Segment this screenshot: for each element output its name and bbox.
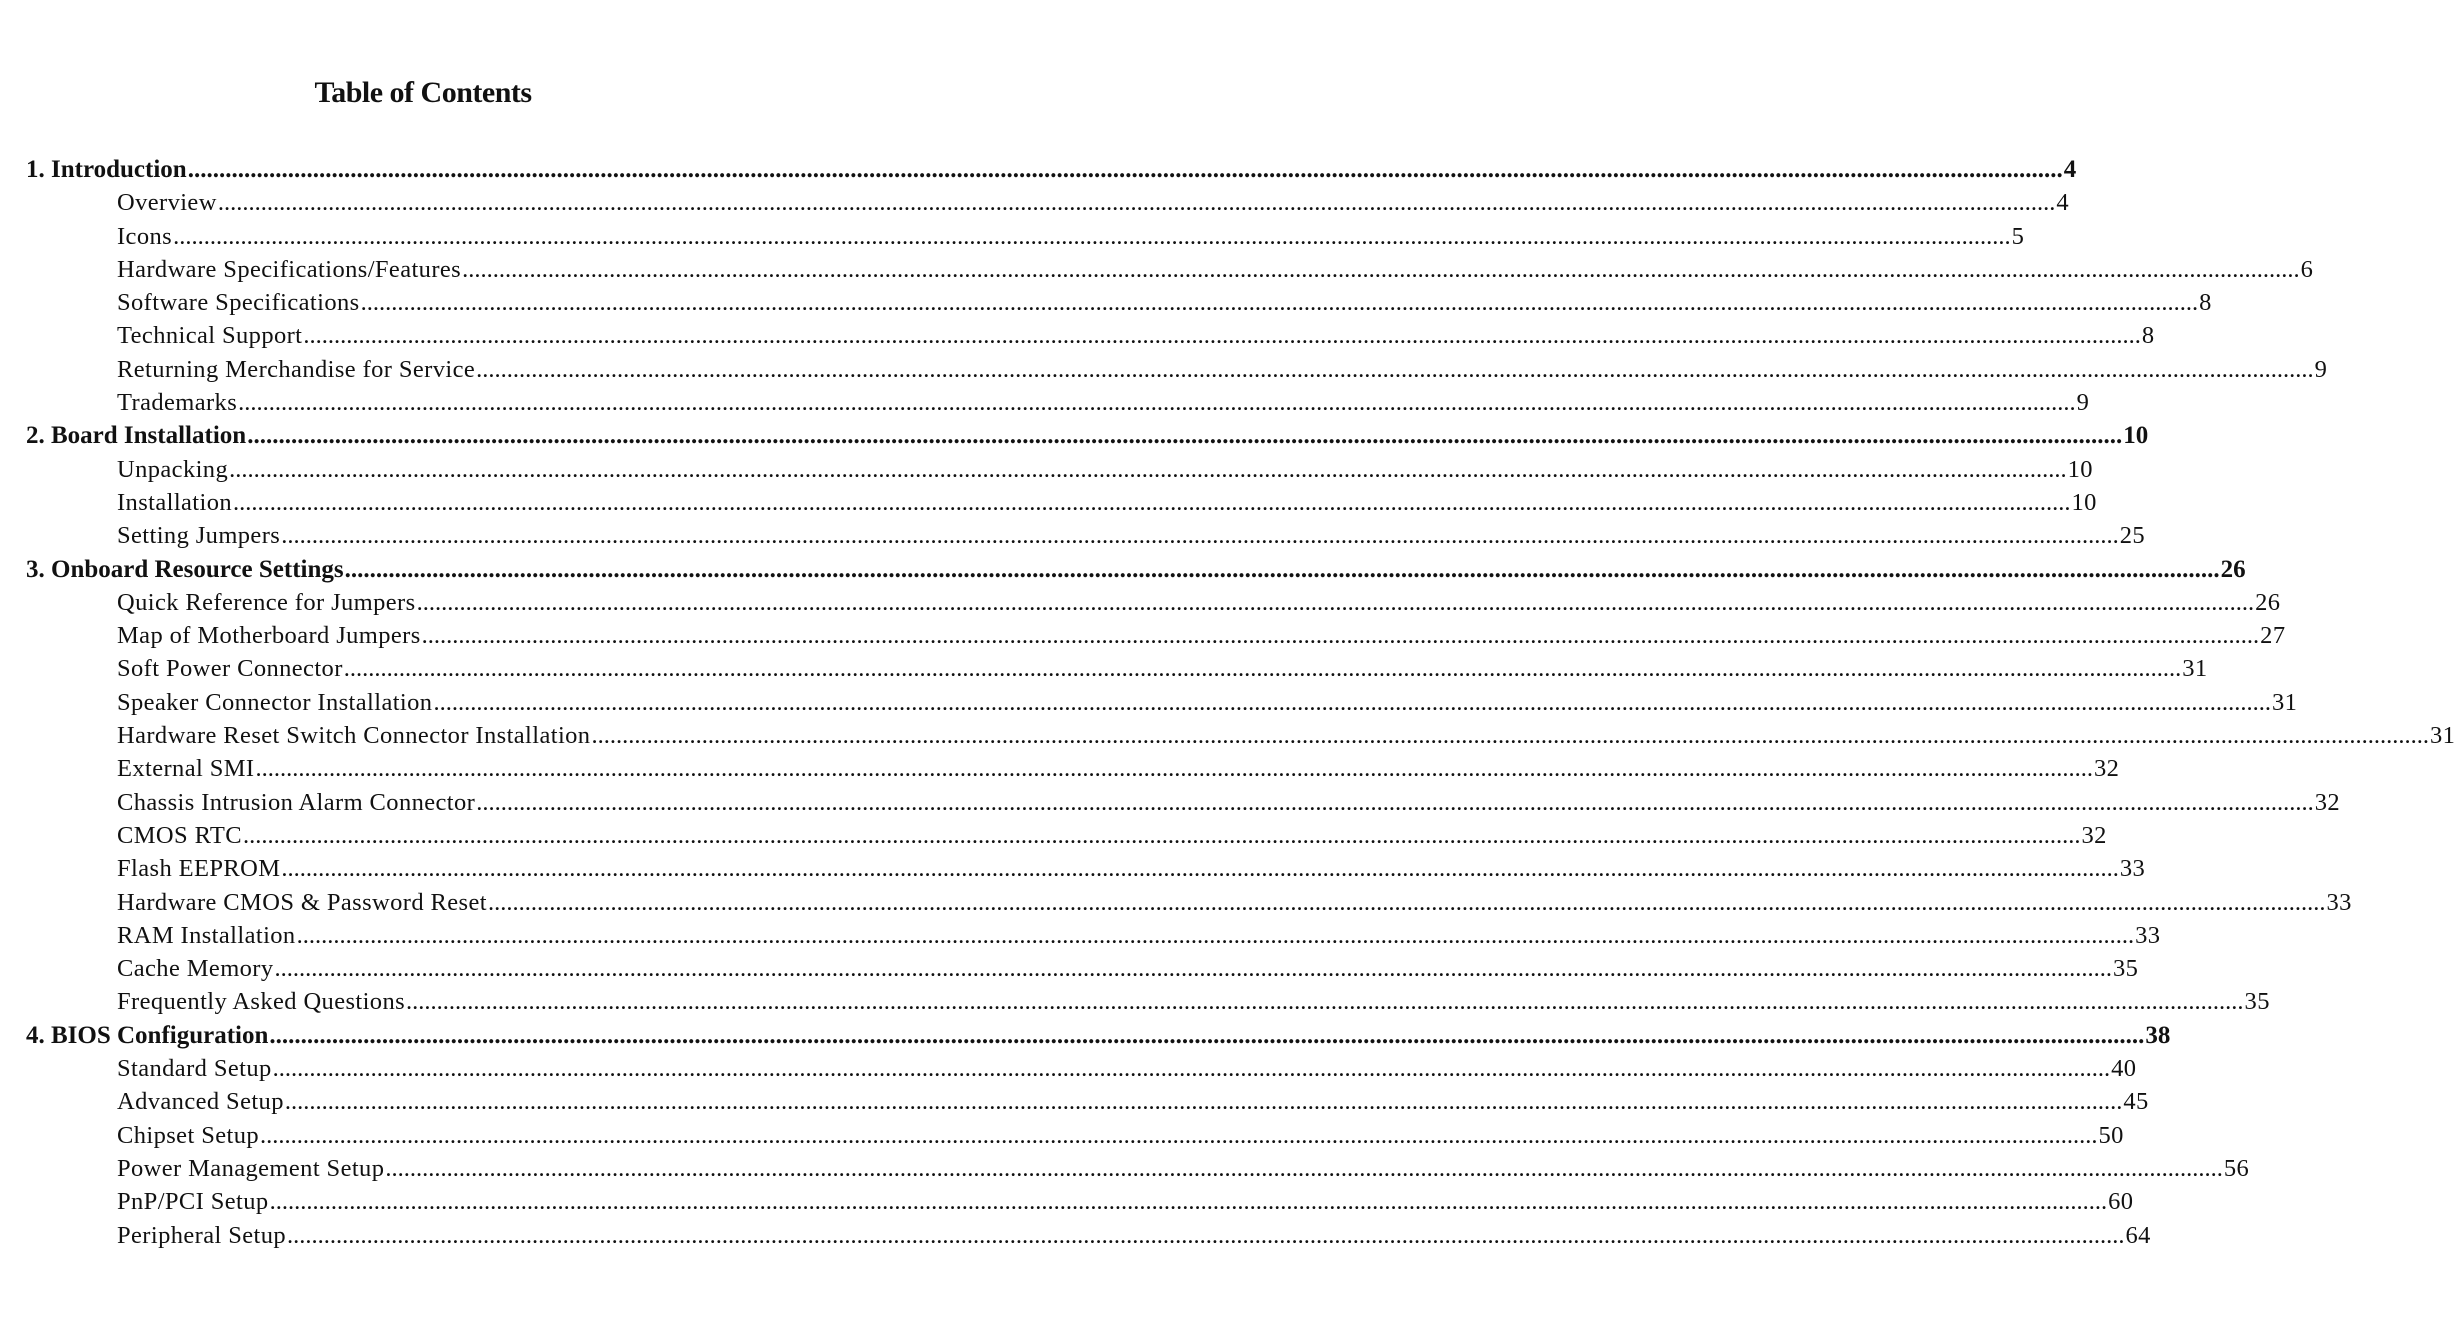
chapter-title: 2. Board Installation <box>26 422 247 450</box>
entry-title: Hardware Specifications/Features <box>117 255 462 283</box>
page-number: 5 <box>2011 222 2025 250</box>
page-number: 10 <box>2123 422 2149 450</box>
toc-entry[interactable] <box>0 253 2314 286</box>
page-number: 35 <box>2244 988 2270 1016</box>
dot-leader: ............................................................................................................................................................................................................................................................................................................ <box>385 1154 2223 1182</box>
toc-chapter-3[interactable] <box>0 553 2246 586</box>
entry-title: Advanced Setup <box>117 1088 284 1116</box>
entry-title: CMOS RTC <box>117 821 242 849</box>
dot-leader: ............................................................................................................................................................................................................................................................................................................ <box>476 788 2314 816</box>
entry-title: Quick Reference for Jumpers <box>117 588 416 616</box>
dot-leader: ............................................................................................................................................................................................................................................................................................................ <box>476 355 2314 383</box>
page-number: 33 <box>2326 888 2352 916</box>
toc-entry[interactable] <box>0 652 2208 685</box>
dot-leader: ............................................................................................................................................................................................................................................................................................................ <box>187 156 2063 183</box>
toc-entry[interactable] <box>0 1119 2124 1152</box>
dot-leader: ............................................................................................................................................................................................................................................................................................................ <box>421 622 2260 650</box>
page-number: 8 <box>2199 289 2212 317</box>
entry-title: Returning Merchandise for Service <box>117 355 476 383</box>
dot-leader: ............................................................................................................................................................................................................................................................................................................ <box>255 755 2093 783</box>
dot-leader: ............................................................................................................................................................................................................................................................................................................ <box>462 255 2300 283</box>
toc-entry[interactable] <box>0 186 2069 219</box>
dot-leader: ............................................................................................................................................................................................................................................................................................................ <box>272 1055 2111 1083</box>
page-number: 32 <box>2093 755 2120 783</box>
page-number: 32 <box>2081 821 2107 849</box>
entry-title: Installation <box>117 488 233 516</box>
dot-leader: ............................................................................................................................................................................................................................................................................................................ <box>274 955 2113 983</box>
entry-title: Cache Memory <box>117 955 274 983</box>
page-number: 10 <box>2067 455 2093 483</box>
toc-entry[interactable] <box>0 319 2155 352</box>
dot-leader: ............................................................................................................................................................................................................................................................................................................ <box>344 555 2220 583</box>
entry-title: Software Specifications <box>117 289 360 317</box>
entry-title: Trademarks <box>117 389 238 417</box>
dot-leader: ............................................................................................................................................................................................................................................................................................................ <box>229 455 2067 483</box>
page-number: 4 <box>2063 156 2077 183</box>
toc-chapter-2[interactable] <box>0 419 2149 452</box>
toc-entry[interactable] <box>0 486 2097 519</box>
page-number: 4 <box>2056 189 2069 217</box>
toc-entry[interactable] <box>0 886 2352 919</box>
page-number: 31 <box>2429 722 2455 750</box>
toc-entry[interactable] <box>0 786 2341 819</box>
toc-chapter-4[interactable] <box>0 1019 2171 1052</box>
dot-leader: ............................................................................................................................................................................................................................................................................................................ <box>242 821 2081 849</box>
toc-entry[interactable] <box>0 985 2270 1018</box>
toc-entry[interactable] <box>0 686 2298 719</box>
page-number: 10 <box>2071 488 2097 516</box>
dot-leader: ............................................................................................................................................................................................................................................................................................................ <box>303 322 2141 350</box>
page-number: 31 <box>2182 655 2208 683</box>
toc-entry[interactable] <box>0 1219 2151 1252</box>
page-number: 25 <box>2119 522 2146 550</box>
dot-leader: ............................................................................................................................................................................................................................................................................................................ <box>287 1221 2125 1249</box>
dot-leader: ............................................................................................................................................................................................................................................................................................................ <box>269 1188 2108 1216</box>
toc-entry[interactable] <box>0 586 2281 619</box>
dot-leader: ............................................................................................................................................................................................................................................................................................................ <box>238 389 2076 417</box>
chapter-title: 4. BIOS Configuration <box>26 1021 269 1049</box>
entry-title: Map of Motherboard Jumpers <box>117 622 421 650</box>
dot-leader: ............................................................................................................................................................................................................................................................................................................ <box>433 688 2271 716</box>
entry-title: Peripheral Setup <box>117 1221 287 1249</box>
entry-title: Soft Power Connector <box>117 655 343 683</box>
page-number: 33 <box>2119 855 2146 883</box>
toc-entry[interactable] <box>0 286 2212 319</box>
entry-title: Setting Jumpers <box>117 522 281 550</box>
toc-entry[interactable] <box>0 952 2139 985</box>
toc-entry[interactable] <box>0 819 2107 852</box>
toc-entry[interactable] <box>0 453 2093 486</box>
toc-entry[interactable] <box>0 353 2328 386</box>
chapter-title: 3. Onboard Resource Settings <box>26 555 344 583</box>
dot-leader: ............................................................................................................................................................................................................................................................................................................ <box>281 855 2119 883</box>
toc-entry[interactable] <box>0 1185 2134 1218</box>
toc-entry[interactable] <box>0 719 2455 752</box>
toc-entry[interactable] <box>0 919 2161 952</box>
toc-entry[interactable] <box>0 619 2286 652</box>
entry-title: RAM Installation <box>117 921 296 949</box>
dot-leader: ............................................................................................................................................................................................................................................................................................................ <box>591 722 2429 750</box>
dot-leader: ............................................................................................................................................................................................................................................................................................................ <box>296 921 2135 949</box>
entry-title: Standard Setup <box>117 1055 272 1083</box>
page-number: 9 <box>2314 355 2328 383</box>
dot-leader: ............................................................................................................................................................................................................................................................................................................ <box>416 588 2255 616</box>
entry-title: Chipset Setup <box>117 1121 259 1149</box>
entry-title: Hardware Reset Switch Connector Installation <box>117 722 591 750</box>
toc-entry[interactable] <box>0 1052 2137 1085</box>
entry-title: Technical Support <box>117 322 303 350</box>
toc-entry[interactable] <box>0 220 2025 253</box>
entry-title: Unpacking <box>117 455 229 483</box>
toc-entry[interactable] <box>0 1085 2149 1118</box>
page-number: 26 <box>2220 555 2246 583</box>
dot-leader: ............................................................................................................................................................................................................................................................................................................ <box>247 422 2123 450</box>
toc-entry[interactable] <box>0 852 2146 885</box>
page-number: 50 <box>2098 1121 2124 1149</box>
page-number: 9 <box>2076 389 2090 417</box>
table-of-contents <box>0 153 2455 1252</box>
page-number: 64 <box>2125 1221 2151 1249</box>
page-title: Table of Contents <box>314 76 532 109</box>
chapter-title: 1. Introduction <box>26 156 187 183</box>
dot-leader: ............................................................................................................................................................................................................................................................................................................ <box>233 488 2071 516</box>
dot-leader: ............................................................................................................................................................................................................................................................................................................ <box>487 888 2326 916</box>
entry-title: Hardware CMOS & Password Reset <box>117 888 487 916</box>
toc-entry[interactable] <box>0 386 2090 419</box>
page-number: 40 <box>2111 1055 2137 1083</box>
page-number: 27 <box>2260 622 2286 650</box>
page-number: 33 <box>2135 921 2161 949</box>
dot-leader: ............................................................................................................................................................................................................................................................................................................ <box>343 655 2182 683</box>
entry-title: Frequently Asked Questions <box>117 988 406 1016</box>
page-number: 32 <box>2314 788 2341 816</box>
toc-chapter-1[interactable] <box>0 153 2077 186</box>
page-number: 35 <box>2113 955 2139 983</box>
entry-title: Chassis Intrusion Alarm Connector <box>117 788 476 816</box>
page-number: 60 <box>2108 1188 2134 1216</box>
page-number: 8 <box>2141 322 2155 350</box>
page-number: 26 <box>2255 588 2281 616</box>
page-number: 6 <box>2300 255 2314 283</box>
entry-title: Flash EEPROM <box>117 855 281 883</box>
entry-title: Icons <box>117 222 173 250</box>
dot-leader: ............................................................................................................................................................................................................................................................................................................ <box>360 289 2199 317</box>
toc-entry[interactable] <box>0 752 2120 785</box>
entry-title: Overview <box>117 189 217 217</box>
page-number: 45 <box>2123 1088 2149 1116</box>
page-number: 56 <box>2223 1154 2250 1182</box>
dot-leader: ............................................................................................................................................................................................................................................................................................................ <box>284 1088 2123 1116</box>
dot-leader: ............................................................................................................................................................................................................................................................................................................ <box>269 1021 2145 1049</box>
entry-title: Power Management Setup <box>117 1154 385 1182</box>
entry-title: PnP/PCI Setup <box>117 1188 269 1216</box>
dot-leader: ............................................................................................................................................................................................................................................................................................................ <box>260 1121 2098 1149</box>
dot-leader: ............................................................................................................................................................................................................................................................................................................ <box>281 522 2119 550</box>
entry-title: External SMI <box>117 755 255 783</box>
dot-leader: ............................................................................................................................................................................................................................................................................................................ <box>173 222 2011 250</box>
dot-leader: ............................................................................................................................................................................................................................................................................................................ <box>406 988 2244 1016</box>
entry-title: Speaker Connector Installation <box>117 688 433 716</box>
page-number: 38 <box>2145 1021 2171 1049</box>
toc-entry[interactable] <box>0 519 2146 552</box>
dot-leader: ............................................................................................................................................................................................................................................................................................................ <box>217 189 2056 217</box>
toc-entry[interactable] <box>0 1152 2250 1185</box>
page-number: 31 <box>2271 688 2298 716</box>
